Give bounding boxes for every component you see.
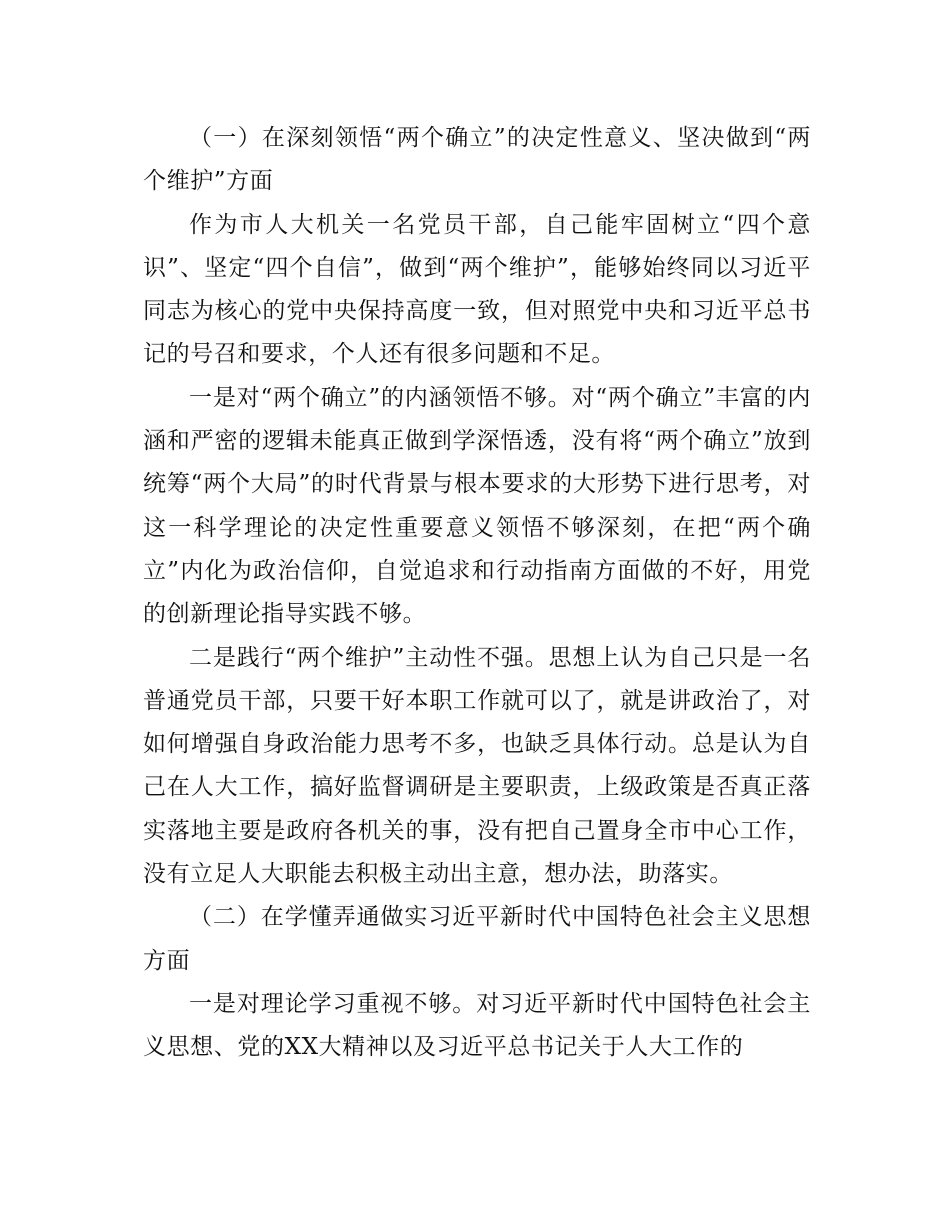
section-heading-2: （二）在学懂弄通做实习近平新时代中国特色社会主义思想方面 [143,904,811,974]
body-paragraph: 作为市人大机关一名党员干部，自己能牢固树立“四个意识”、坚定“四个自信”，做到“两个维护”，能够始终同以习近平同志为核心的党中央保持高度一致，但对照党中央和习近平总书记的号召和要求，个人还有很多问题和不足。 [143,211,811,368]
document-body [143,117,811,1070]
body-paragraph: 一是对理论学习重视不够。对习近平新时代中国特色社会主义思想、党的XX大精神以及习近平总书记关于人大工作的 [143,990,811,1061]
body-paragraph: 一是对“两个确立”的内涵领悟不够。对“两个确立”丰富的内涵和严密的逻辑未能真正做到学深悟透，没有将“两个确立”放到统筹“两个大局”的时代背景与根本要求的大形势下进行思考，对这一科学理论的决定性重要意义领悟不够深刻，在把“两个确立”内化为政治信仰，自觉追求和行动指南方面做的不好，用党的创新理论指导实践不够。 [143,384,811,628]
section-heading-1: （一）在深刻领悟“两个确立”的决定性意义、坚决做到“两个维护”方面 [143,125,811,195]
body-paragraph: 二是践行“两个维护”主动性不强。思想上认为自己只是一名普通党员干部，只要干好本职工作就可以了，就是讲政治了，对如何增强自身政治能力思考不多，也缺乏具体行动。总是认为自己在人大工作，搞好监督调研是主要职责，上级政策是否真正落实落地主要是政府各机关的事，没有把自己置身全市中心工作，没有立足人大职能去积极主动出主意，想办法，助落实。 [143,644,811,888]
